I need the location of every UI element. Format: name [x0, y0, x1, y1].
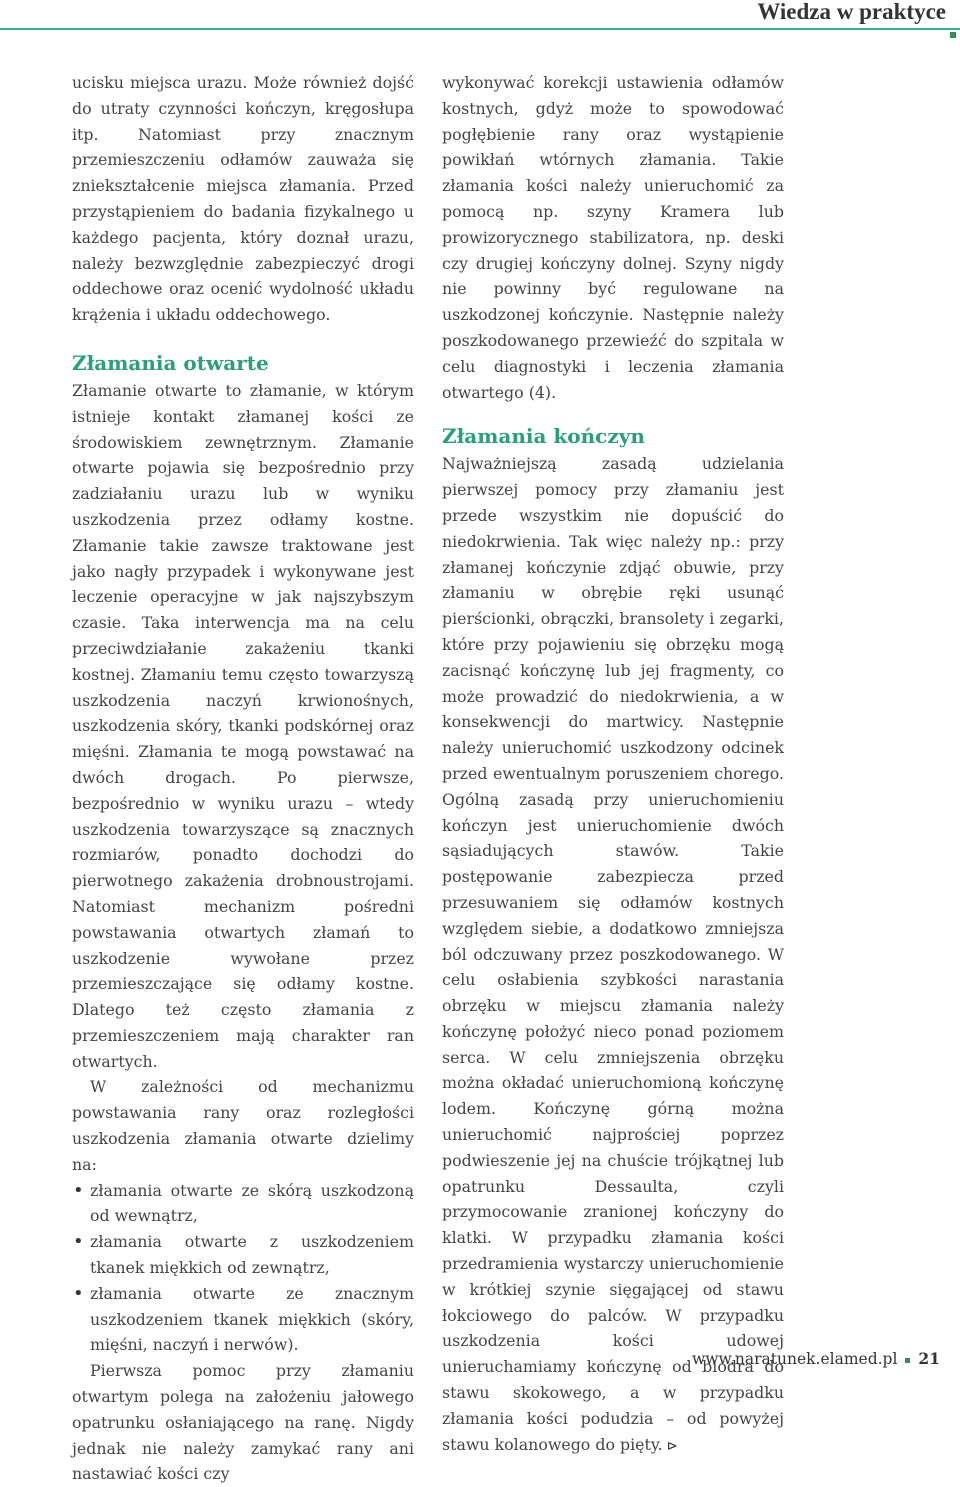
left-intro-paragraph: ucisku miejsca urazu. Może również dojść do utraty czynności kończyn, kręgosłupa itp. Natomiast przy znacznym przemieszczeniu odłamów zauważa się zniekształcenie miejsca złamania. Przed przystąpieniem do badania fizykalnego u każdego pacjenta, który doznał urazu, należy bezwzględnie zabezpieczyć drogi oddechowe oraz ocenić wydolność układu krążenia i układu oddechowego.	[72, 73, 414, 325]
list-item: • złamania otwarte z uszkodzeniem tkanek miękkich od zewnątrz,	[72, 1229, 414, 1281]
fracture-type-list	[72, 1178, 414, 1359]
list-item: • złamania otwarte ze skórą uszkodzoną od wewnątrz,	[72, 1178, 414, 1230]
right-paragraph-1-text: Najważniejszą zasadą udzielania pierwszej pomocy przy złamaniu jest przede wszystkim nie dopuścić do niedokrwienia. Tak więc należy np.: przy złamanej kończynie zdjąć obuwie, przy złamaniu w obrębie ręki usunąć pierścionki, obrączki, bransolety i zegarki, które przy pojawieniu się obrzęku mogą zacisnąć kończynę lub jej fragmenty, co może prowadzić do niedokrwienia, a w konsekwencji do martwicy. Następnie należy unieruchomić uszkodzony odcinek przed ewentualnym poruszeniem chorego. Ogólną zasadą przy unieruchomieniu kończyn jest unieruchomienie dwóch sąsiadujących stawów. Takie postępowanie zabezpiecza przed przesuwaniem się odłamów kostnych względem siebie, a dodatkowo zmniejsza ból odczuwany przez poszkodowanego. W celu osłabienia szybkości narastania obrzęku w miejscu złamania należy kończynę położyć nieco ponad poziomem serca. W celu zmniejszenia obrzęku można okładać unieruchomioną kończynę lodem. Kończynę górną można unieruchomić najprościej poprzez podwieszenie jej na chuście trójkątnej lub opatrunku Dessaulta, czyli przymocowanie zranionej kończyny do klatki. W przypadku złamania kości przedramienia wystarczy unieruchomienie w krótkiej szynie sięgającej od stawu łokciowego do palców. W przypadku uszkodzenia kości udowej unieruchamiamy kończynę od biodra do stawu skokowego, a w przypadku złamania kości podudzia – od powyżej stawu kolanowego do pięty.	[442, 454, 784, 1454]
header-square-marker	[950, 32, 956, 38]
right-column	[442, 70, 784, 1459]
right-intro-paragraph: wykonywać korekcji ustawienia odłamów kostnych, gdyż może to spowodować pogłębienie rany oraz wystąpienie powikłań wtórnych złamania. Takie złamania kości należy unieruchomić za pomocą np. szyny Kramera lub prowizorycznego stabilizatora, np. deski czy drugiej kończyny dolnej. Szyny nigdy nie powinny być regulowane na uszkodzonej kończynie. Następnie należy poszkodowanego przewieźć do szpitala w celu diagnostyki i leczenia złamania otwartego (4).	[442, 73, 784, 402]
left-column	[72, 70, 414, 1487]
footer-square-marker	[905, 1358, 910, 1363]
right-paragraph-1	[442, 451, 784, 1459]
left-paragraph-2: W zależności od mechanizmu powstawania rany oraz rozległości uszkodzenia złamania otwarte dzielimy na:	[72, 1077, 414, 1174]
page-footer	[692, 1348, 940, 1370]
left-paragraph-1: Złamanie otwarte to złamanie, w którym istnieje kontakt złamanej kości ze środowiskiem zewnętrznym. Złamanie otwarte pojawia się bezpośrednio przy zadziałaniu urazu lub w wyniku uszkodzenia przez odłamy kostne. Złamanie takie zawsze traktowane jest jako nagły przypadek i wykonywane jest leczenie operacyjne w jak najszybszym czasie. Taka interwencja ma na celu przeciwdziałanie zakażeniu tkanki kostnej. Złamaniu temu często towarzyszą uszkodzenia naczyń krwionośnych, uszkodzenia skóry, tkanki podskórnej oraz mięśni. Złamania te mogą powstawać na dwóch drogach. Po pierwsze, bezpośrednio w wyniku urazu – wtedy uszkodzenia towarzyszące są znacznych rozmiarów, ponadto dochodzi do pierwotnego zakażenia drobnoustrojami. Natomiast mechanizm pośredni powstawania otwartych złamań to uszkodzenie wywołane przez przemieszczające się odłamy kostne. Dlatego też często złamania z przemieszczeniem mają charakter ran otwartych.	[72, 380, 414, 1071]
top-rule	[0, 28, 960, 30]
section-label: Wiedza w praktyce	[757, 0, 946, 24]
left-paragraph-3: Pierwsza pomoc przy złamaniu otwartym polega na założeniu jałowego opatrunku osłaniającego na ranę. Nigdy jednak nie należy zamykać rany ani nastawiać kości czy	[72, 1361, 414, 1484]
website-link[interactable]: www.naratunek.elamed.pl	[692, 1350, 898, 1368]
article-end-arrow-icon: ⊳	[666, 1438, 678, 1454]
list-item: • złamania otwarte ze znacznym uszkodzeniem tkanek miękkich (skóry, mięśni, naczyń i nerwów).	[72, 1281, 414, 1358]
page-number: 21	[918, 1349, 940, 1368]
heading-zlamania-otwarte: Złamania otwarte	[72, 350, 269, 375]
heading-zlamania-konczyn: Złamania kończyn	[442, 424, 645, 449]
